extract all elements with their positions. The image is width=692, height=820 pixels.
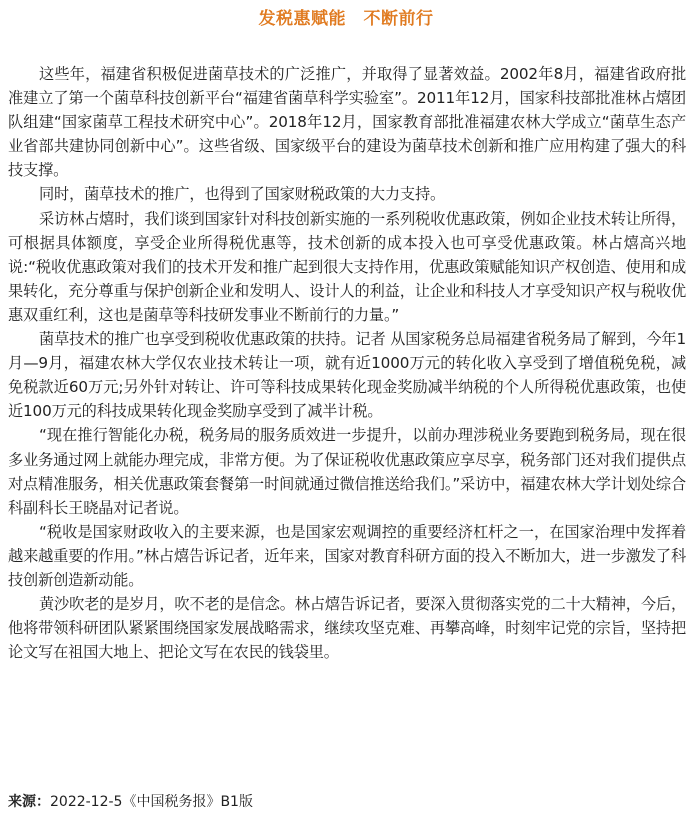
paragraph-5: “现在推行智能化办税，税务局的服务质效进一步提升，以前办理涉税业务要跑到税务局，现在很多业务通过网上就能办理完成，非常方便。为了保证税收优惠政策应享尽享，税务部门还对我们提供点对点精准服务，相关优惠政策套餐第一时间就通过微信推送给我们。”采访中，福建农林大学计划处综合科副科长王晓晶对记者说。 xyxy=(8,426,686,517)
article-title: 发税惠赋能 不断前行 xyxy=(258,9,434,29)
paragraph-2: 同时，菌草技术的推广，也得到了国家财税政策的大力支持。 xyxy=(39,185,446,204)
paragraph-6: “税收是国家财政收入的主要来源，也是国家宏观调控的重要经济杠杆之一，在国家治理中发挥着越来越重要的作用。”林占熺告诉记者，近年来，国家对教育科研方面的投入不断加大，进一步激发了科技创新创造新动能。 xyxy=(8,522,686,589)
paragraph-3: 采访林占熺时，我们谈到国家针对科技创新实施的一系列税收优惠政策，例如企业技术转让所得，可根据具体额度，享受企业所得税优惠等，技术创新的成本投入也可享受优惠政策。林占熺高兴地说:“税收优惠政策对我们的技术开发和推广起到很大支持作用，优惠政策赋能知识产权创造、使用和成果转化，充分尊重与保护创新企业和发明人、设计人的利益，让企业和科技人才享受知识产权与税收优惠双重红利，这也是菌草等科技研发事业不断前行的力量。” xyxy=(8,209,686,324)
paragraph-4: 菌草技术的推广也享受到税收优惠政策的扶持。记者 从国家税务总局福建省税务局了解到，今年1月—9月，福建农林大学仅农业技术转让一项，就有近1000万元的转化收入享受到了增值税免税，减免税款近60万元;另外针对转让、许可等科技成果转化现金奖励减半纳税的个人所得税优惠政策，也使近100万元的科技成果转化现金奖励享受到了减半计税。 xyxy=(8,330,686,421)
paragraph-1: 这些年，福建省积极促进菌草技术的广泛推广，并取得了显著效益。2002年8月，福建省政府批准建立了第一个菌草科技创新平台“福建省菌草科学实验室”。2011年12月，国家科技部批准林占熺团队组建“国家菌草工程技术研究中心”。2018年12月，国家教育部批准福建农林大学成立“菌草生态产业省部共建协同创新中心”。这些省级、国家级平台的建设为菌草技术创新和推广应用构建了强大的科技支撑。 xyxy=(8,65,686,180)
article-source xyxy=(8,792,253,812)
source-value: 2022-12-5《中国税务报》B1版 xyxy=(50,794,253,810)
article-body xyxy=(8,62,686,664)
source-label: 来源： xyxy=(8,794,50,810)
paragraph-7: 黄沙吹老的是岁月，吹不老的是信念。林占熺告诉记者，要深入贯彻落实党的二十大精神，今后，他将带领科研团队紧紧围绕国家发展战略需求，继续攻坚克难、再攀高峰，时刻牢记党的宗旨，坚持把论文写在祖国大地上、把论文写在农民的钱袋里。 xyxy=(8,595,686,662)
